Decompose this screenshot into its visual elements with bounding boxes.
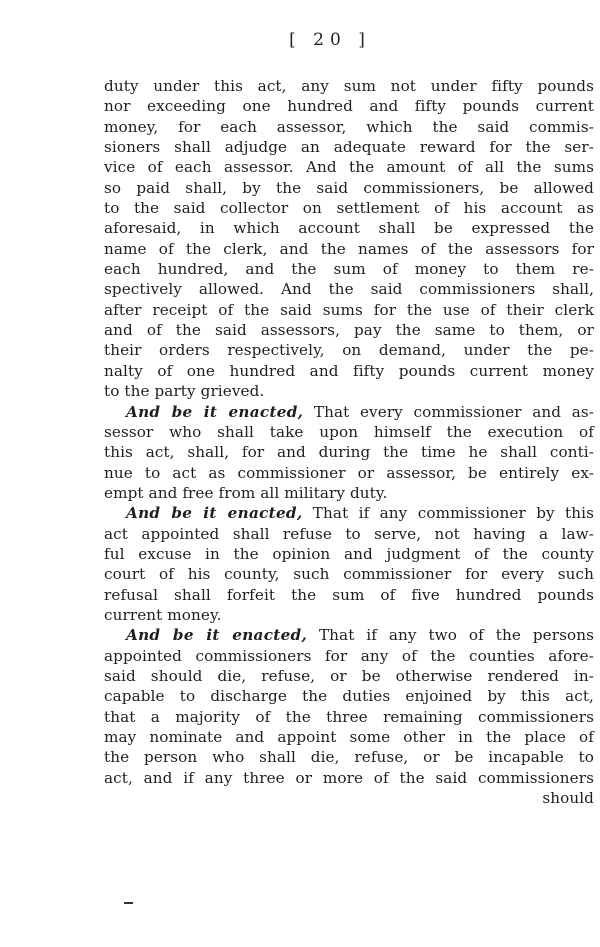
text-line: aforesaid, in which account shall be expressed the (104, 219, 594, 238)
text-line: act appointed shall refuse to serve, not having a law- (104, 524, 594, 543)
text-line: after receipt of the said sums for the use of their clerk (104, 300, 594, 319)
text-line: And be it enacted, That if any two of the persons (126, 626, 594, 645)
body-text (104, 76, 594, 808)
paragraph-lead: And be it enacted, (126, 626, 308, 645)
text-line: act, and if any three or more of the said commissioners (104, 768, 594, 787)
text-line: capable to discharge the duties enjoined by this act, (104, 687, 594, 706)
text-line: appointed commissioners for any of the counties afore- (104, 646, 594, 665)
text-line: to the party grieved. (104, 382, 265, 401)
paragraph-lead: And be it enacted, (126, 402, 304, 421)
text-line: duty under this act, any sum not under fifty pounds (104, 77, 594, 95)
catchword: should (542, 789, 594, 808)
text-line: nor exceeding one hundred and fifty pounds current (104, 97, 594, 116)
text-line: to the said collector on settlement of his account as (104, 199, 594, 218)
text-line: name of the clerk, and the names of the assessors for (104, 239, 594, 258)
text-line: each hundred, and the sum of money to them re- (104, 260, 594, 279)
text-line: ful excuse in the opinion and judgment of the county (104, 544, 594, 563)
text-line: may nominate and appoint some other in the place of (104, 728, 594, 746)
text-line: spectively allowed. And the said commissioners shall, (104, 280, 594, 299)
text-line: refusal shall forfeit the sum of five hundred pounds (104, 585, 594, 604)
text-line: nue to act as commissioner or assessor, be entirely ex- (104, 463, 594, 482)
text-line: nalty of one hundred and fifty pounds current money (104, 361, 594, 380)
text-line: this act, shall, for and during the time he shall conti- (104, 443, 594, 462)
text-line: the person who shall die, refuse, or be incapable to (104, 748, 594, 767)
text-line: sessor who shall take upon himself the execution of (104, 422, 594, 441)
page-number: [ 20 ] (289, 30, 371, 50)
text-line: And be it enacted, That if any commissioner by this (126, 504, 594, 523)
text-line: And be it enacted, That every commissioner and as- (126, 402, 594, 421)
text-line: their orders respectively, on demand, under the pe- (104, 341, 594, 360)
text-line: so paid shall, by the said commissioners, be allowed (104, 178, 594, 197)
text-line: said should die, refuse, or be otherwise rendered in- (104, 666, 594, 685)
text-line: and of the said assessors, pay the same to them, or (104, 321, 594, 340)
text-line: empt and free from all military duty. (104, 483, 388, 502)
paragraph-lead: And be it enacted, (126, 504, 303, 523)
text-line: sioners shall adjudge an adequate reward for the ser- (104, 138, 594, 157)
text-line: current money. (104, 605, 222, 624)
text-line: money, for each assessor, which the said commis- (104, 117, 594, 136)
printer-mark (124, 902, 133, 904)
text-line: court of his county, such commissioner for every such (104, 565, 594, 584)
text-line: vice of each assessor. And the amount of all the sums (104, 158, 594, 177)
text-line: that a majority of the three remaining commissioners (104, 707, 594, 726)
